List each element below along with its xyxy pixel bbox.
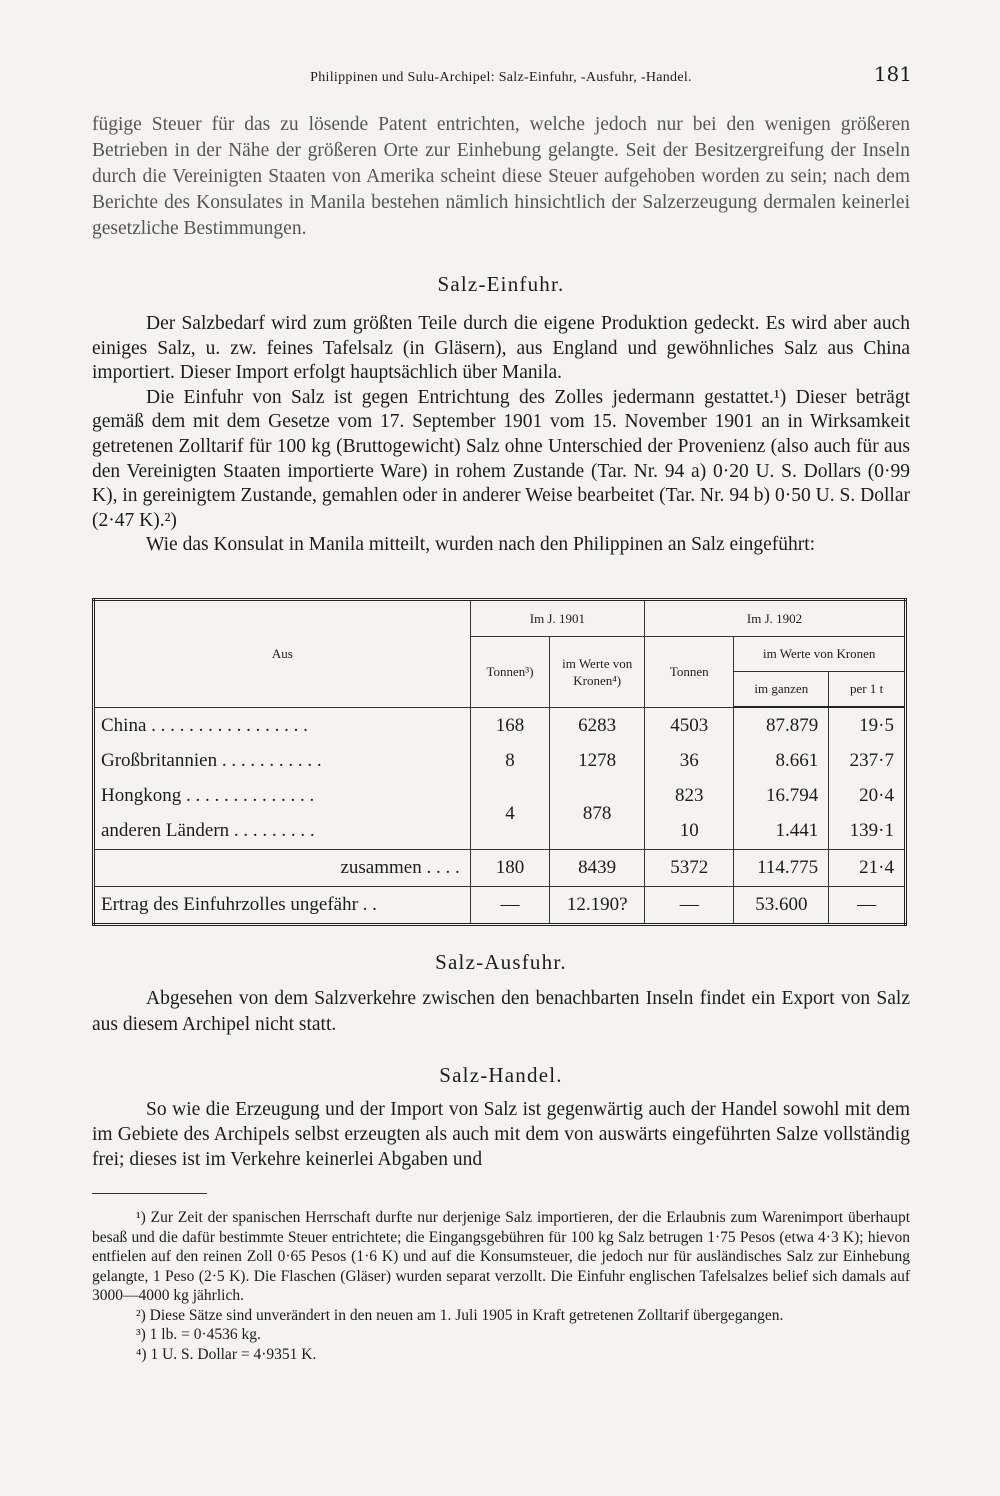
col-header-1902: Im J. 1902: [645, 600, 906, 637]
cell: 19·5: [829, 707, 906, 744]
cell: 4: [470, 779, 550, 850]
footnote-rule: [92, 1193, 207, 1194]
footnotes: [92, 1208, 910, 1364]
cell: 10: [645, 814, 734, 850]
table-row-sum: [94, 850, 906, 887]
row-label: Großbritannien . . . . . . . . . . .: [101, 750, 322, 772]
cell: —: [470, 886, 550, 924]
table-row: [94, 779, 906, 814]
footnote-1: ¹) Zur Zeit der spanischen Herrschaft durfte nur derjenige Salz importieren, der die Erlaubnis zum Warenimport überhaupt besaß und die dafür bestimmte Steuer entrichtete; die Eingangsgebühren für 100 kg Salz betrugen 1·75 Pesos (etwa 4·3 K); hievon entfielen auf den reinen Zoll 0·65 Pesos (1·6 K) und auf die Konsumsteuer, die jedoch nur für ausländisches Salz zur Einhebung gelangte, 1 Peso (2·5 K). Die Flaschen (Gläser) wurden separat verzollt. Die Einfuhr englischen Tafelsalzes belief sich damals auf 3000—4000 kg jährlich.: [92, 1209, 910, 1304]
table-row: [94, 707, 906, 744]
salt-import-table: [92, 598, 907, 926]
cell: 8439: [550, 850, 645, 887]
cell: 21·4: [829, 850, 906, 887]
export-paragraph: Abgesehen von dem Salzverkehre zwischen den benachbarten Inseln findet ein Export von Salz aus diesem Archipel nicht statt.: [92, 988, 910, 1035]
col-header-value-1902: im Werte von Kronen: [734, 636, 906, 671]
row-label: anderen Ländern . . . . . . . . .: [101, 820, 315, 842]
col-header-value-1901: im Werte von Kronen⁴): [550, 636, 645, 707]
row-label: Ertrag des Einfuhrzolles ungefähr . .: [94, 886, 471, 924]
cell: 5372: [645, 850, 734, 887]
cell: 1278: [550, 744, 645, 779]
page-number: 181: [873, 62, 912, 86]
cell: 114.775: [734, 850, 829, 887]
import-paragraph-1: Der Salzbedarf wird zum größten Teile durch die eigene Produktion gedeckt. Es wird aber auch einiges Salz, u. zw. feines Tafelsalz (in Gläsern), aus England und gewöhnliches Salz aus China importiert. Dieser Import erfolgt hauptsächlich über Manila.: [92, 313, 910, 384]
col-header-1901: Im J. 1901: [470, 600, 644, 637]
import-paragraph-3: Wie das Konsulat in Manila mitteilt, wurden nach den Philippinen an Salz eingeführt:: [146, 534, 816, 556]
heading-salz-einfuhr: Salz-Einfuhr.: [437, 272, 565, 296]
import-paragraph-2: Die Einfuhr von Salz ist gegen Entrichtung des Zolles jedermann gestattet.¹) Dieser beträgt gemäß dem mit dem Gesetze vom 17. September 1901 vom 15. November 1901 an in Wirksamkeit getretenen Zolltarif für 100 kg (Bruttogewicht) Salz ohne Unterschied der Provenienz (also auch für aus den Vereinigten Staaten importierte Ware) in rohem Zustande (Tar. Nr. 94 a) 0·20 U. S. Dollars (0·99 K), in gereinigtem Zustande, gemahlen oder in anderer Weise bearbeitet (Tar. Nr. 94 b) 0·50 U. S. Dollar (2·47 K).²): [92, 386, 910, 531]
trade-paragraph: So wie die Erzeugung und der Import von Salz ist gegenwärtig auch der Handel sowohl mit dem im Gebiete des Archipels selbst erzeugten als auch mit dem von auswärts eingeführten Salze vollständig frei; dieses ist im Verkehre keinerlei Abgaben und: [92, 1099, 910, 1170]
cell: —: [645, 886, 734, 924]
footnote-3: ³) 1 lb. = 0·4536 kg.: [136, 1326, 261, 1343]
intro-paragraph: fügige Steuer für das zu lösende Patent entrichten, welche jedoch nur bei den wenigen größeren Betrieben in der Nähe der größeren Orte zur Einhebung gelangte. Seit der Besitzergreifung der Inseln durch die Vereinigten Staaten von Amerika scheint diese Steuer aufgehoben worden zu sein; nach dem Berichte des Konsulates in Manila bestehen nämlich hinsichtlich der Salzerzeugung dermalen keinerlei gesetzliche Bestimmungen.: [92, 114, 910, 239]
cell: 1.441: [734, 814, 829, 850]
table-row-duty: [94, 886, 906, 924]
cell: 8: [470, 744, 550, 779]
col-header-per-ton: per 1 t: [829, 671, 906, 707]
import-text: [92, 312, 910, 558]
cell: 878: [550, 779, 645, 850]
footnote-4: ⁴) 1 U. S. Dollar = 4·9351 K.: [136, 1345, 317, 1363]
footnote-2: ²) Diese Sätze sind unverändert in den neuen am 1. Juli 1905 in Kraft getretenen Zolltarif übergegangen.: [136, 1306, 784, 1324]
col-header-total: im ganzen: [734, 671, 829, 707]
cell: 168: [470, 707, 550, 744]
cell: 237·7: [829, 744, 906, 779]
cell: 823: [645, 779, 734, 814]
cell: 8.661: [734, 744, 829, 779]
cell: 6283: [550, 707, 645, 744]
cell: 180: [470, 850, 550, 887]
col-header-tonnen-1901: Tonnen³): [470, 636, 550, 707]
table-row: [94, 744, 906, 779]
cell: 36: [645, 744, 734, 779]
row-label: Hongkong . . . . . . . . . . . . . .: [101, 785, 315, 807]
col-header-from: Aus: [94, 600, 471, 708]
cell: 16.794: [734, 779, 829, 814]
cell: 4503: [645, 707, 734, 744]
heading-salz-ausfuhr: Salz-Ausfuhr.: [435, 950, 567, 974]
cell: 20·4: [829, 779, 906, 814]
cell: 12.190?: [550, 886, 645, 924]
col-header-tonnen-1902: Tonnen: [645, 636, 734, 707]
running-title: Philippinen und Sulu-Archipel: Salz-Einfuhr, -Ausfuhr, -Handel.: [310, 70, 692, 85]
row-label: zusammen . . . .: [94, 850, 471, 887]
running-header: [92, 62, 910, 92]
row-label: China . . . . . . . . . . . . . . . . .: [101, 714, 308, 736]
cell: 53.600: [734, 886, 829, 924]
cell: 139·1: [829, 814, 906, 850]
cell: —: [829, 886, 906, 924]
heading-salz-handel: Salz-Handel.: [439, 1063, 563, 1087]
cell: 87.879: [734, 707, 829, 744]
